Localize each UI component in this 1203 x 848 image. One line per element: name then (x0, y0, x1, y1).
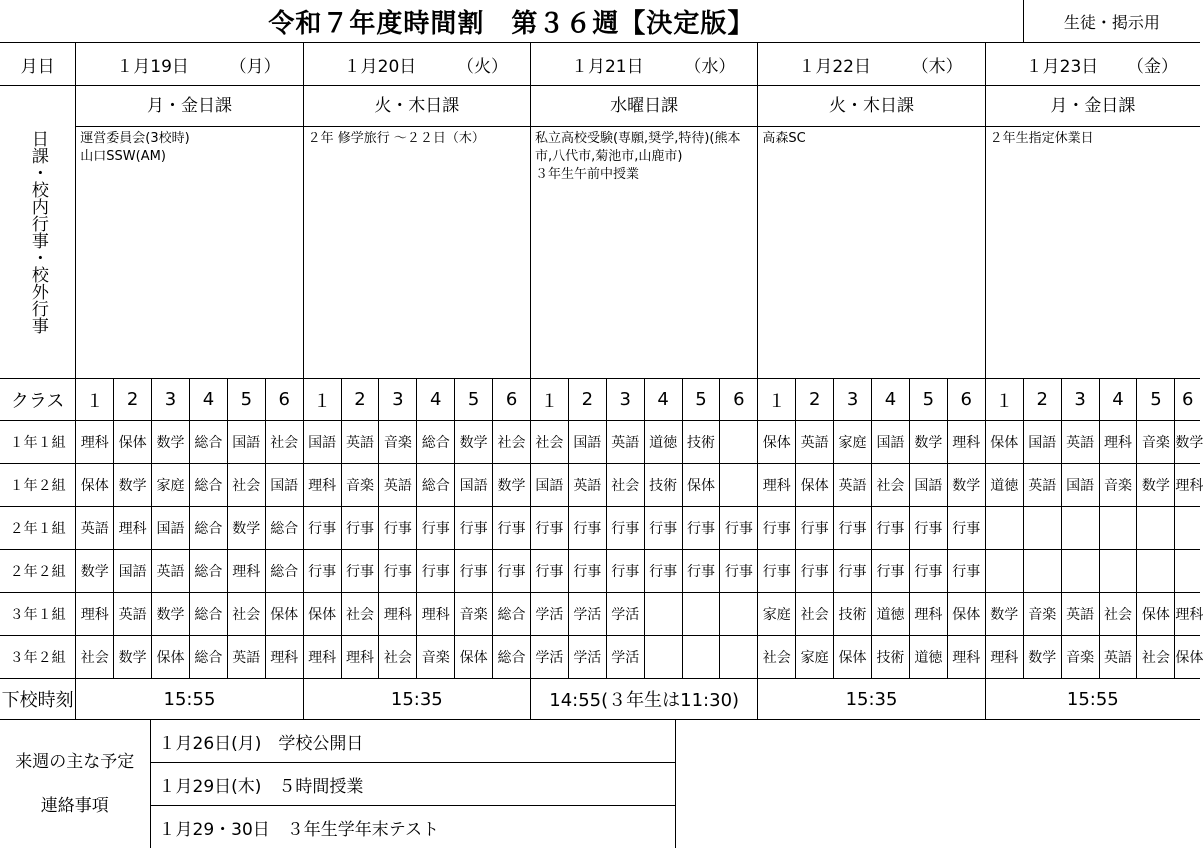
subject-cell: 国語 (303, 421, 341, 464)
period-number: 2 (568, 379, 606, 421)
subject-cell (1061, 550, 1099, 593)
subject-cell: 英語 (379, 464, 417, 507)
subject-cell: 学活 (530, 636, 568, 679)
subject-cell: 社会 (265, 421, 303, 464)
subject-cell: 社会 (227, 464, 265, 507)
subject-cell (682, 593, 720, 636)
subject-cell: 行事 (568, 550, 606, 593)
subject-cell: 保体 (834, 636, 872, 679)
day-date: １月21日 (571, 52, 644, 77)
subject-cell (1099, 550, 1137, 593)
subject-cell: 行事 (872, 550, 910, 593)
subject-cell: 国語 (114, 550, 152, 593)
subject-cell: 保体 (1137, 593, 1175, 636)
day-events-cell (758, 86, 985, 379)
subject-cell: 家庭 (758, 593, 796, 636)
usage-label: 生徒・掲示用 (1023, 0, 1200, 43)
subject-cell: 英語 (152, 550, 190, 593)
subject-cell (720, 593, 758, 636)
class-name: ２年２組 (0, 550, 76, 593)
subject-cell: 理科 (947, 636, 985, 679)
subject-cell: 行事 (644, 550, 682, 593)
period-number: １ (530, 379, 568, 421)
subject-cell: 英語 (606, 421, 644, 464)
subject-cell: 行事 (379, 550, 417, 593)
subject-cell: 行事 (606, 507, 644, 550)
period-number: 5 (682, 379, 720, 421)
subject-cell: 英語 (1061, 593, 1099, 636)
subject-cell: 行事 (947, 550, 985, 593)
subject-cell (1175, 507, 1200, 550)
subject-cell: 行事 (303, 550, 341, 593)
subject-cell: 総合 (493, 636, 531, 679)
subject-cell: 行事 (720, 507, 758, 550)
subject-cell: 家庭 (152, 464, 190, 507)
subject-cell (682, 636, 720, 679)
subject-cell: 保体 (152, 636, 190, 679)
subject-cell (1061, 507, 1099, 550)
subject-cell: 学活 (568, 593, 606, 636)
subject-cell (985, 507, 1023, 550)
next-week-item: １月29・30日 ３年生学年末テスト (150, 806, 675, 848)
contact-label: 連絡事項 (41, 796, 109, 816)
subject-cell: 行事 (834, 550, 872, 593)
subject-cell (1137, 550, 1175, 593)
subject-cell: 行事 (909, 550, 947, 593)
period-number: 4 (1099, 379, 1137, 421)
subject-cell: 学活 (606, 593, 644, 636)
period-number: １ (758, 379, 796, 421)
subject-cell: 保体 (455, 636, 493, 679)
subject-cell: 理科 (303, 464, 341, 507)
subject-cell (720, 636, 758, 679)
subject-cell: 理科 (76, 421, 114, 464)
event-item: ３年生午前中授業 (535, 166, 753, 184)
subject-cell: 技術 (872, 636, 910, 679)
subject-cell: 道徳 (872, 593, 910, 636)
subject-cell: 行事 (720, 550, 758, 593)
dismissal-time: 14:55(３年生は11:30) (530, 679, 757, 720)
subject-cell: 保体 (1175, 636, 1200, 679)
subject-cell: 行事 (682, 550, 720, 593)
period-number: １ (303, 379, 341, 421)
month-day-label: 月日 (0, 43, 76, 86)
subject-cell: 行事 (530, 507, 568, 550)
subject-cell: 総合 (189, 550, 227, 593)
subject-cell: 音楽 (1137, 421, 1175, 464)
period-number: 6 (947, 379, 985, 421)
subject-cell: 理科 (1175, 464, 1200, 507)
subject-cell: 理科 (909, 593, 947, 636)
subject-cell: 英語 (227, 636, 265, 679)
subject-cell: 総合 (189, 507, 227, 550)
subject-cell: 理科 (303, 636, 341, 679)
subject-cell: 社会 (227, 593, 265, 636)
schedule-type: 月・金日課 (76, 86, 302, 127)
subject-cell: 行事 (417, 507, 455, 550)
subject-cell: 社会 (493, 421, 531, 464)
day-date: １月23日 (1026, 52, 1099, 77)
subject-cell: 英語 (796, 421, 834, 464)
day-weekday: （火） (457, 52, 508, 77)
period-number: 3 (606, 379, 644, 421)
subject-cell: 社会 (606, 464, 644, 507)
day-events-cell (985, 86, 1200, 379)
subject-cell: 保体 (265, 593, 303, 636)
subject-cell: 学活 (530, 593, 568, 636)
subject-cell: 音楽 (417, 636, 455, 679)
period-number: 4 (189, 379, 227, 421)
period-number: １ (985, 379, 1023, 421)
subject-cell (1099, 507, 1137, 550)
period-number: 3 (834, 379, 872, 421)
period-number: 3 (152, 379, 190, 421)
subject-cell: 総合 (265, 507, 303, 550)
subject-cell: 英語 (1099, 636, 1137, 679)
period-number: 5 (909, 379, 947, 421)
subject-cell: 数学 (114, 636, 152, 679)
event-item: ２年 修学旅行 ～２２日（木） (308, 130, 526, 148)
subject-cell: 保体 (985, 421, 1023, 464)
subject-cell: 家庭 (796, 636, 834, 679)
subject-cell: 理科 (265, 636, 303, 679)
subject-cell: 行事 (644, 507, 682, 550)
subject-cell: 保体 (758, 421, 796, 464)
day-events-cell (76, 86, 303, 379)
subject-cell: 音楽 (1023, 593, 1061, 636)
subject-cell: 行事 (455, 550, 493, 593)
day-date: １月22日 (798, 52, 871, 77)
subject-cell: 総合 (189, 593, 227, 636)
page-title: 令和７年度時間割 第３６週【決定版】 (0, 0, 1023, 43)
subject-cell: 数学 (1175, 421, 1200, 464)
subject-cell (720, 421, 758, 464)
notes-area (675, 720, 1200, 848)
subject-cell: 音楽 (379, 421, 417, 464)
period-number: １ (76, 379, 114, 421)
dismissal-time: 15:35 (758, 679, 985, 720)
subject-cell: 保体 (76, 464, 114, 507)
subject-cell: 社会 (796, 593, 834, 636)
day-weekday: （金） (1127, 52, 1178, 77)
subject-cell (1023, 550, 1061, 593)
subject-cell: 国語 (265, 464, 303, 507)
class-name: ２年１組 (0, 507, 76, 550)
subject-cell: 数学 (1137, 464, 1175, 507)
period-number: 6 (493, 379, 531, 421)
subject-cell: 総合 (493, 593, 531, 636)
subject-cell: 理科 (417, 593, 455, 636)
subject-cell: 家庭 (834, 421, 872, 464)
event-item: 私立高校受験(専願,奨学,特待)(熊本市,八代市,菊池市,山鹿市) (535, 130, 753, 166)
subject-cell: 行事 (796, 550, 834, 593)
subject-cell: 学活 (568, 636, 606, 679)
subject-cell: 保体 (947, 593, 985, 636)
events-list (304, 127, 530, 151)
period-number: 2 (114, 379, 152, 421)
subject-cell: 英語 (114, 593, 152, 636)
period-number: 4 (417, 379, 455, 421)
subject-cell (644, 636, 682, 679)
subject-cell: 理科 (947, 421, 985, 464)
schedule-type: 月・金日課 (986, 86, 1200, 127)
subject-cell: 理科 (1175, 593, 1200, 636)
subject-cell: 音楽 (1061, 636, 1099, 679)
subject-cell: 英語 (76, 507, 114, 550)
subject-cell: 学活 (606, 636, 644, 679)
subject-cell: 数学 (227, 507, 265, 550)
subject-cell: 国語 (1061, 464, 1099, 507)
events-list (758, 127, 984, 151)
subject-cell: 国語 (152, 507, 190, 550)
subject-cell: 音楽 (1099, 464, 1137, 507)
subject-cell (985, 550, 1023, 593)
subject-cell: 行事 (947, 507, 985, 550)
class-name: １年１組 (0, 421, 76, 464)
subject-cell: 行事 (455, 507, 493, 550)
subject-cell: 理科 (1099, 421, 1137, 464)
subject-cell: 国語 (227, 421, 265, 464)
day-date-cell (758, 43, 985, 86)
period-number: 2 (1023, 379, 1061, 421)
dismissal-time: 15:55 (76, 679, 303, 720)
subject-cell: 総合 (417, 421, 455, 464)
subject-cell (1175, 550, 1200, 593)
subject-cell: 総合 (189, 464, 227, 507)
day-date: １月20日 (344, 52, 417, 77)
subject-cell: 社会 (1137, 636, 1175, 679)
subject-cell: 数学 (114, 464, 152, 507)
subject-cell: 数学 (947, 464, 985, 507)
subject-cell: 理科 (758, 464, 796, 507)
day-events-cell (303, 86, 530, 379)
subject-cell: 英語 (341, 421, 379, 464)
schedule-type: 火・木日課 (758, 86, 984, 127)
subject-cell: 社会 (758, 636, 796, 679)
subject-cell: 保体 (796, 464, 834, 507)
subject-cell: 総合 (189, 636, 227, 679)
event-item: 高森SC (762, 130, 980, 148)
subject-cell: 総合 (189, 421, 227, 464)
period-number: 6 (720, 379, 758, 421)
subject-cell: 道徳 (644, 421, 682, 464)
dismissal-time: 15:55 (985, 679, 1200, 720)
subject-cell: 社会 (341, 593, 379, 636)
schedule-type: 火・木日課 (304, 86, 530, 127)
subject-cell: 国語 (909, 464, 947, 507)
subject-cell: 国語 (568, 421, 606, 464)
class-header-label: クラス (0, 379, 76, 421)
subject-cell: 社会 (1099, 593, 1137, 636)
subject-cell: 英語 (1061, 421, 1099, 464)
subject-cell: 国語 (455, 464, 493, 507)
subject-cell: 数学 (152, 421, 190, 464)
subject-cell: 数学 (985, 593, 1023, 636)
subject-cell: 行事 (758, 550, 796, 593)
subject-cell: 音楽 (341, 464, 379, 507)
subject-cell: 理科 (114, 507, 152, 550)
period-number: 5 (1137, 379, 1175, 421)
day-weekday: （水） (684, 52, 735, 77)
schedule-type: 水曜日課 (531, 86, 757, 127)
day-date-cell (530, 43, 757, 86)
subject-cell: 理科 (985, 636, 1023, 679)
subject-cell: 英語 (568, 464, 606, 507)
subject-cell: 行事 (303, 507, 341, 550)
day-date: １月19日 (116, 52, 189, 77)
events-list (986, 127, 1200, 151)
subject-cell: 数学 (152, 593, 190, 636)
subject-cell: 行事 (682, 507, 720, 550)
subject-cell: 行事 (493, 507, 531, 550)
subject-cell: 技術 (644, 464, 682, 507)
subject-cell: 行事 (568, 507, 606, 550)
subject-cell: 行事 (379, 507, 417, 550)
events-label-cell (0, 86, 76, 379)
events-vertical-label: 日課・校内行事・校外行事 (25, 130, 50, 334)
subject-cell: 英語 (834, 464, 872, 507)
subject-cell: 社会 (76, 636, 114, 679)
subject-cell: 社会 (379, 636, 417, 679)
class-name: １年２組 (0, 464, 76, 507)
subject-cell: 行事 (341, 507, 379, 550)
dismissal-time: 15:35 (303, 679, 530, 720)
next-week-item: １月26日(月) 学校公開日 (150, 720, 675, 763)
period-number: 5 (455, 379, 493, 421)
subject-cell: 保体 (682, 464, 720, 507)
subject-cell: 社会 (530, 421, 568, 464)
period-number: 4 (644, 379, 682, 421)
subject-cell: 理科 (76, 593, 114, 636)
event-item: 運営委員会(3校時) (80, 130, 298, 148)
subject-cell: 数学 (493, 464, 531, 507)
period-number: 6 (265, 379, 303, 421)
class-name: ３年１組 (0, 593, 76, 636)
subject-cell: 行事 (909, 507, 947, 550)
subject-cell: 理科 (227, 550, 265, 593)
subject-cell: 数学 (909, 421, 947, 464)
event-item: 山口SSW(AM) (80, 148, 298, 166)
subject-cell: 保体 (114, 421, 152, 464)
subject-cell (720, 464, 758, 507)
subject-cell: 行事 (493, 550, 531, 593)
next-week-table (0, 719, 1200, 848)
period-number: 6 (1175, 379, 1200, 421)
subject-cell: 総合 (265, 550, 303, 593)
events-list (531, 127, 757, 187)
day-date-cell (76, 43, 303, 86)
subject-cell: 道徳 (985, 464, 1023, 507)
next-week-label: 来週の主な予定 (15, 752, 134, 772)
subject-cell: 技術 (682, 421, 720, 464)
subject-cell (1137, 507, 1175, 550)
day-date-cell (303, 43, 530, 86)
period-number: 3 (379, 379, 417, 421)
subject-cell: 行事 (417, 550, 455, 593)
events-list (76, 127, 302, 169)
event-item: ２年生指定休業日 (990, 130, 1196, 148)
subject-cell: 国語 (872, 421, 910, 464)
subject-cell: 国語 (530, 464, 568, 507)
period-number: 2 (796, 379, 834, 421)
subject-cell: 行事 (530, 550, 568, 593)
period-number: 5 (227, 379, 265, 421)
day-events-cell (530, 86, 757, 379)
subject-cell: 数学 (76, 550, 114, 593)
day-date-cell (985, 43, 1200, 86)
subject-cell: 技術 (834, 593, 872, 636)
subject-cell: 音楽 (455, 593, 493, 636)
class-name: ３年２組 (0, 636, 76, 679)
period-number: 3 (1061, 379, 1099, 421)
subject-cell: 数学 (455, 421, 493, 464)
subject-cell: 行事 (872, 507, 910, 550)
subject-cell: 理科 (341, 636, 379, 679)
subject-cell: 国語 (1023, 421, 1061, 464)
subject-cell (1023, 507, 1061, 550)
next-week-contact-label (0, 720, 150, 848)
subject-cell: 行事 (758, 507, 796, 550)
subject-cell: 行事 (606, 550, 644, 593)
subject-cell: 行事 (796, 507, 834, 550)
subject-cell (644, 593, 682, 636)
subject-cell: 数学 (1023, 636, 1061, 679)
next-week-item: １月29日(木) ５時間授業 (150, 763, 675, 806)
subject-cell: 保体 (303, 593, 341, 636)
subject-cell: 道徳 (909, 636, 947, 679)
period-number: 4 (872, 379, 910, 421)
subject-cell: 社会 (872, 464, 910, 507)
subject-cell: 行事 (341, 550, 379, 593)
subject-cell: 英語 (1023, 464, 1061, 507)
subject-cell: 理科 (379, 593, 417, 636)
day-weekday: （月） (230, 52, 281, 77)
subject-cell: 総合 (417, 464, 455, 507)
day-weekday: （木） (912, 52, 963, 77)
period-number: 2 (341, 379, 379, 421)
subject-cell: 行事 (834, 507, 872, 550)
dismissal-label: 下校時刻 (0, 679, 76, 720)
